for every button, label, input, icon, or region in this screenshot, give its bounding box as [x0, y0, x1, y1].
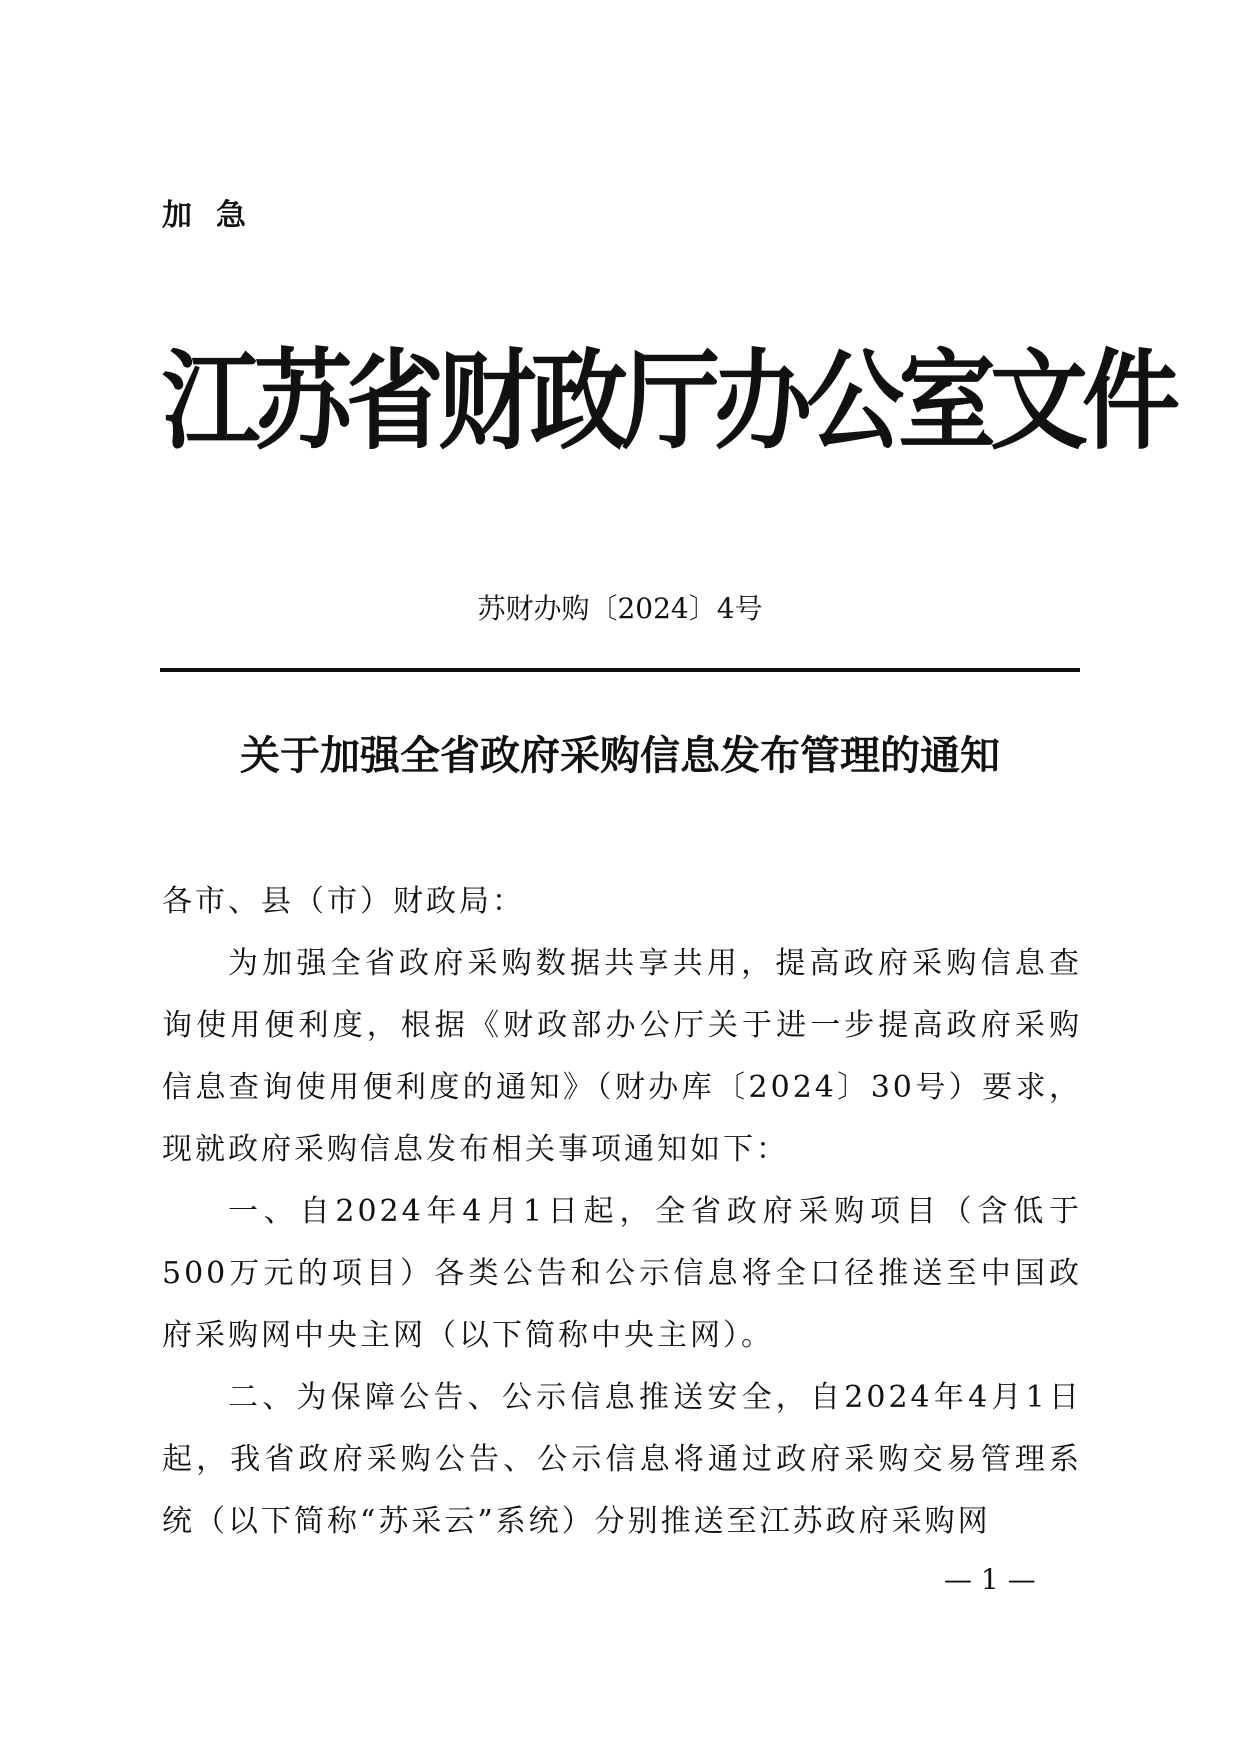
urgency-label: 加急	[162, 198, 270, 233]
document-title: 关于加强全省政府采购信息发布管理的通知	[240, 732, 1000, 779]
document-number: 苏财办购〔2024〕4号	[477, 592, 763, 625]
paragraph-intro: 为加强全省政府采购数据共享共用，提高政府采购信息查询使用便利度，根据《财政部办公厅关于进一步提高政府采购信息查询使用便利度的通知》（财办库〔2024〕30号）要求，现就政府采购信息发布相关事项通知如下：	[162, 946, 1082, 1167]
salutation: 各市、县（市）财政局：	[162, 884, 525, 919]
paragraph-item-2: 二、为保障公告、公示信息推送安全，自2024年4月1日起，我省政府采购公告、公示信息将通过政府采购交易管理系统（以下简称“苏采云”系统）分别推送至江苏政府采购网	[162, 1380, 1082, 1539]
document-body	[162, 871, 1082, 1553]
header-divider	[160, 668, 1080, 672]
issuer-masthead: 江苏省财政厅办公室文件	[162, 338, 1175, 465]
page-number: — 1 —	[944, 1563, 1036, 1596]
paragraph-item-1: 一、自2024年4月1日起，全省政府采购项目（含低于500万元的项目）各类公告和公示信息将全口径推送至中国政府采购网中央主网（以下简称中央主网）。	[162, 1194, 1082, 1353]
